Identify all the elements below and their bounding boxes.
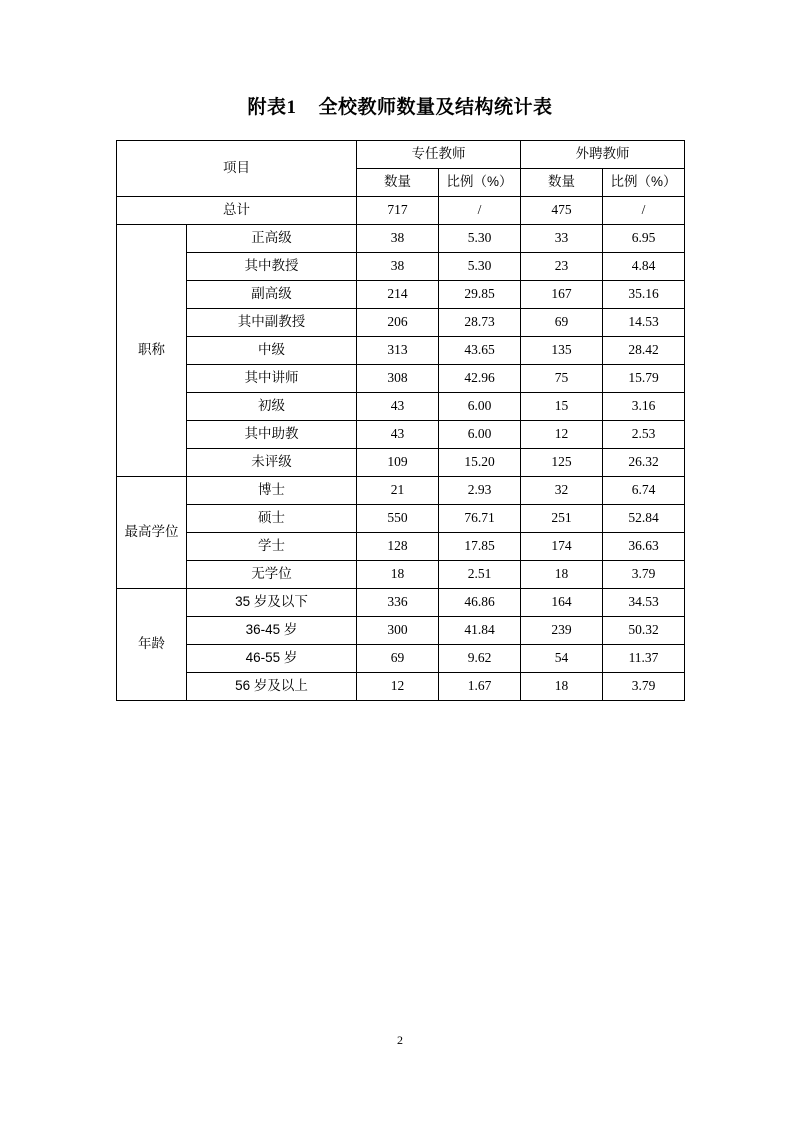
table-row bbox=[117, 337, 685, 365]
row-ft-ratio: 29.85 bbox=[439, 281, 521, 309]
row-pt-ratio: 50.32 bbox=[603, 617, 685, 645]
table-row bbox=[117, 393, 685, 421]
row-pt-count: 167 bbox=[521, 281, 603, 309]
row-ft-ratio: 46.86 bbox=[439, 589, 521, 617]
row-ft-count: 43 bbox=[357, 421, 439, 449]
title-prefix: 附表 bbox=[247, 97, 287, 118]
row-pt-ratio: 28.42 bbox=[603, 337, 685, 365]
row-ft-count: 38 bbox=[357, 253, 439, 281]
total-pt-ratio: / bbox=[603, 197, 685, 225]
row-ft-count: 214 bbox=[357, 281, 439, 309]
row-item-label: 中级 bbox=[187, 337, 357, 365]
table-row bbox=[117, 309, 685, 337]
row-ft-ratio: 41.84 bbox=[439, 617, 521, 645]
row-ft-count: 69 bbox=[357, 645, 439, 673]
row-pt-count: 18 bbox=[521, 673, 603, 701]
row-pt-ratio: 4.84 bbox=[603, 253, 685, 281]
total-ft-count: 717 bbox=[357, 197, 439, 225]
table-row bbox=[117, 281, 685, 309]
row-pt-ratio: 3.79 bbox=[603, 561, 685, 589]
row-pt-count: 69 bbox=[521, 309, 603, 337]
row-ft-count: 18 bbox=[357, 561, 439, 589]
row-ft-count: 336 bbox=[357, 589, 439, 617]
row-pt-ratio: 35.16 bbox=[603, 281, 685, 309]
row-item-label: 36-45 岁 bbox=[187, 617, 357, 645]
row-item-label: 硕士 bbox=[187, 505, 357, 533]
row-pt-count: 174 bbox=[521, 533, 603, 561]
row-ft-ratio: 5.30 bbox=[439, 225, 521, 253]
row-ft-count: 21 bbox=[357, 477, 439, 505]
row-pt-ratio: 52.84 bbox=[603, 505, 685, 533]
row-ft-count: 38 bbox=[357, 225, 439, 253]
title-number: 1 bbox=[286, 97, 297, 118]
row-pt-count: 125 bbox=[521, 449, 603, 477]
row-pt-ratio: 14.53 bbox=[603, 309, 685, 337]
table-row bbox=[117, 449, 685, 477]
table-row bbox=[117, 561, 685, 589]
row-ft-ratio: 15.20 bbox=[439, 449, 521, 477]
row-ft-count: 300 bbox=[357, 617, 439, 645]
header-group-full-time: 专任教师 bbox=[357, 141, 521, 169]
category-label: 年龄 bbox=[117, 589, 187, 701]
row-pt-count: 15 bbox=[521, 393, 603, 421]
row-item-label: 未评级 bbox=[187, 449, 357, 477]
row-pt-count: 33 bbox=[521, 225, 603, 253]
row-ft-ratio: 28.73 bbox=[439, 309, 521, 337]
table-row bbox=[117, 645, 685, 673]
page-title bbox=[0, 92, 800, 119]
row-ft-count: 128 bbox=[357, 533, 439, 561]
header-group-part-time: 外聘教师 bbox=[521, 141, 685, 169]
row-ft-count: 43 bbox=[357, 393, 439, 421]
row-ft-ratio: 6.00 bbox=[439, 393, 521, 421]
row-item-label: 其中教授 bbox=[187, 253, 357, 281]
row-pt-ratio: 15.79 bbox=[603, 365, 685, 393]
total-label: 总计 bbox=[117, 197, 357, 225]
row-pt-count: 12 bbox=[521, 421, 603, 449]
row-item-label: 初级 bbox=[187, 393, 357, 421]
row-ft-ratio: 76.71 bbox=[439, 505, 521, 533]
row-ft-ratio: 17.85 bbox=[439, 533, 521, 561]
row-ft-ratio: 2.51 bbox=[439, 561, 521, 589]
row-pt-ratio: 26.32 bbox=[603, 449, 685, 477]
row-ft-ratio: 1.67 bbox=[439, 673, 521, 701]
row-ft-count: 12 bbox=[357, 673, 439, 701]
table-row bbox=[117, 225, 685, 253]
header-item: 项目 bbox=[117, 141, 357, 197]
row-pt-count: 135 bbox=[521, 337, 603, 365]
table-row bbox=[117, 505, 685, 533]
table-row bbox=[117, 673, 685, 701]
row-pt-ratio: 3.16 bbox=[603, 393, 685, 421]
row-item-label: 其中副教授 bbox=[187, 309, 357, 337]
table-row bbox=[117, 477, 685, 505]
row-pt-count: 18 bbox=[521, 561, 603, 589]
table-header-row bbox=[117, 141, 685, 169]
row-pt-count: 75 bbox=[521, 365, 603, 393]
row-ft-count: 206 bbox=[357, 309, 439, 337]
header-pt-ratio: 比例（%） bbox=[603, 169, 685, 197]
category-label: 最高学位 bbox=[117, 477, 187, 589]
category-label: 职称 bbox=[117, 225, 187, 477]
row-item-label: 35 岁及以下 bbox=[187, 589, 357, 617]
row-item-label: 副高级 bbox=[187, 281, 357, 309]
table-row bbox=[117, 533, 685, 561]
row-item-label: 博士 bbox=[187, 477, 357, 505]
table-row-total bbox=[117, 197, 685, 225]
row-item-label: 其中讲师 bbox=[187, 365, 357, 393]
row-pt-ratio: 6.74 bbox=[603, 477, 685, 505]
row-item-label: 56 岁及以上 bbox=[187, 673, 357, 701]
row-ft-count: 308 bbox=[357, 365, 439, 393]
table-row bbox=[117, 365, 685, 393]
teacher-statistics-table bbox=[116, 140, 685, 701]
row-ft-count: 109 bbox=[357, 449, 439, 477]
row-ft-ratio: 6.00 bbox=[439, 421, 521, 449]
row-ft-ratio: 42.96 bbox=[439, 365, 521, 393]
row-pt-count: 54 bbox=[521, 645, 603, 673]
row-pt-count: 164 bbox=[521, 589, 603, 617]
row-pt-count: 251 bbox=[521, 505, 603, 533]
row-pt-ratio: 3.79 bbox=[603, 673, 685, 701]
row-pt-count: 239 bbox=[521, 617, 603, 645]
table-row bbox=[117, 253, 685, 281]
row-pt-ratio: 11.37 bbox=[603, 645, 685, 673]
header-pt-count: 数量 bbox=[521, 169, 603, 197]
row-pt-ratio: 36.63 bbox=[603, 533, 685, 561]
row-ft-count: 550 bbox=[357, 505, 439, 533]
row-pt-ratio: 34.53 bbox=[603, 589, 685, 617]
header-ft-ratio: 比例（%） bbox=[439, 169, 521, 197]
header-ft-count: 数量 bbox=[357, 169, 439, 197]
title-main: 全校教师数量及结构统计表 bbox=[318, 97, 553, 118]
row-ft-count: 313 bbox=[357, 337, 439, 365]
row-item-label: 无学位 bbox=[187, 561, 357, 589]
table-row bbox=[117, 421, 685, 449]
total-ft-ratio: / bbox=[439, 197, 521, 225]
row-item-label: 其中助教 bbox=[187, 421, 357, 449]
row-pt-ratio: 2.53 bbox=[603, 421, 685, 449]
row-item-label: 正高级 bbox=[187, 225, 357, 253]
row-ft-ratio: 43.65 bbox=[439, 337, 521, 365]
row-pt-count: 23 bbox=[521, 253, 603, 281]
page-number: 2 bbox=[397, 1033, 403, 1047]
table-row bbox=[117, 617, 685, 645]
table-row bbox=[117, 589, 685, 617]
total-pt-count: 475 bbox=[521, 197, 603, 225]
row-item-label: 学士 bbox=[187, 533, 357, 561]
row-pt-ratio: 6.95 bbox=[603, 225, 685, 253]
row-ft-ratio: 2.93 bbox=[439, 477, 521, 505]
row-ft-ratio: 9.62 bbox=[439, 645, 521, 673]
row-pt-count: 32 bbox=[521, 477, 603, 505]
row-ft-ratio: 5.30 bbox=[439, 253, 521, 281]
row-item-label: 46-55 岁 bbox=[187, 645, 357, 673]
